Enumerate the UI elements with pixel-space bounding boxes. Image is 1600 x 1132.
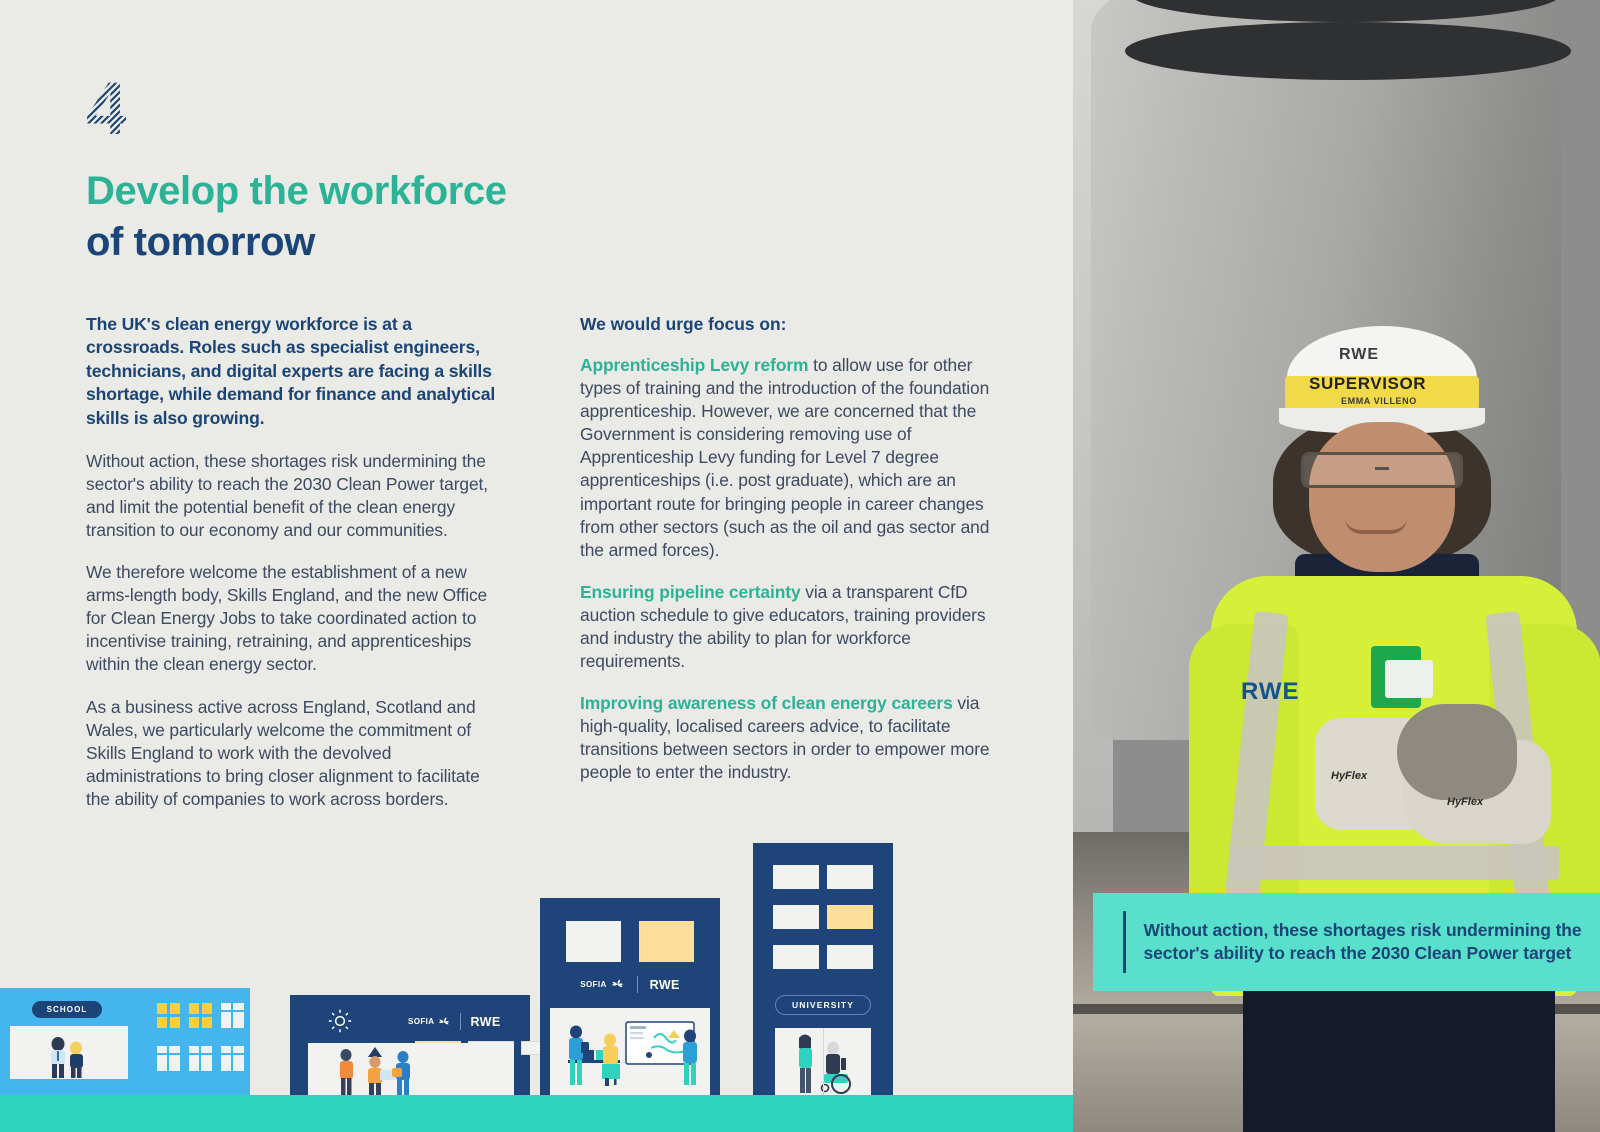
office-interior [550, 1008, 710, 1095]
worker-face [1309, 422, 1455, 572]
school-window [157, 1046, 180, 1071]
pull-quote-callout [1093, 893, 1600, 991]
focus-point-2-body: via a transparent CfD auction schedule to give educators, training providers and industry the ability to plan for workforce requirements. [580, 581, 986, 671]
section-number: 4 [86, 67, 127, 150]
callout-text: Without action, these shortages risk undermining the sector's ability to reach the 2030 Clean Power target [1143, 919, 1582, 963]
school-window-row-upper [157, 1003, 244, 1028]
hard-hat-name-text: EMMA VILLENO [1341, 396, 1417, 406]
school-window [189, 1046, 212, 1071]
lede-paragraph: The UK's clean energy workforce is at a crossroads. Roles such as specialist engineers, technicians, and digital experts are facing a skills shortage, while demand for finance and analytical skills is also growing. [86, 314, 496, 428]
sofia-logo [408, 1015, 451, 1029]
university-window [827, 945, 873, 969]
school-window [157, 1003, 180, 1028]
illustration-building-training-centre [290, 995, 530, 1095]
skyline-illustration [0, 832, 1073, 1132]
illustration-building-university [753, 843, 893, 1095]
focus-point-2-lead-in: Ensuring pipeline certainty [580, 581, 801, 602]
logo-divider [460, 1013, 461, 1030]
feature-photograph [1073, 0, 1600, 1132]
focus-point-3 [580, 692, 998, 784]
sofia-wordmark: SOFIA [580, 980, 607, 989]
illustration-ground-strip [0, 1095, 1073, 1132]
school-window [221, 1046, 244, 1071]
sofia-wordmark: SOFIA [408, 1017, 435, 1026]
hard-hat-role-text: SUPERVISOR [1309, 374, 1427, 393]
worker-trousers [1243, 974, 1555, 1132]
school-pupils-figures [10, 1026, 128, 1079]
rwe-wordmark: RWE [649, 977, 680, 992]
body-paragraph-1: Without action, these shortages risk undermining the sector's ability to reach the 2030 Clean Power target, and limit the potential benefit of the clean energy transition to our economy and our communities. [86, 450, 488, 541]
logo-divider [637, 976, 638, 993]
glove-brand-right: HyFlex [1447, 796, 1484, 808]
turbine-pinwheel-icon [610, 977, 625, 992]
hard-hat-brand-text: RWE [1339, 346, 1380, 363]
university-window [773, 865, 819, 889]
callout-accent-rule [1123, 911, 1126, 973]
glove-brand-left: HyFlex [1331, 770, 1368, 782]
jacket-brand-text: RWE [1241, 678, 1300, 705]
university-students-figures [775, 1028, 871, 1095]
office-workers-figures [550, 1008, 710, 1095]
tower-band [1131, 0, 1561, 22]
focus-point-1 [580, 354, 998, 562]
urge-focus-intro: We would urge focus on: [580, 314, 787, 334]
school-sign: SCHOOL [32, 1001, 102, 1018]
office-window-lit [639, 921, 694, 962]
page-title [86, 166, 646, 268]
university-window [827, 865, 873, 889]
office-logos [561, 976, 699, 993]
school-window [189, 1003, 212, 1028]
focus-point-3-lead-in: Improving awareness of clean energy careers [580, 692, 953, 713]
reflective-stripe-waist [1229, 846, 1559, 880]
training-centre-entrance [308, 1043, 514, 1095]
gear-icon [326, 1007, 354, 1035]
page-title-line-1: Develop the workforce [86, 169, 507, 213]
school-entrance [10, 1026, 128, 1079]
focus-point-1-lead-in: Apprenticeship Levy reform [580, 355, 809, 376]
text-column-right [580, 313, 998, 784]
trainees-figures [308, 1043, 514, 1095]
university-window [773, 905, 819, 929]
university-window-lit [827, 905, 873, 929]
office-window [566, 921, 621, 962]
illustration-building-office [540, 898, 720, 1095]
university-window [773, 945, 819, 969]
id-badge-card [1385, 660, 1433, 698]
rwe-wordmark: RWE [470, 1014, 501, 1029]
safety-glasses [1301, 452, 1463, 488]
body-paragraph-3: As a business active across England, Scotland and Wales, we particularly welcome the commitment of Skills England to work with the devolved administrations to bring closer alignment to facilitate the ability of companies to work across borders. [86, 696, 480, 809]
body-paragraph-2: We therefore welcome the establishment of a new arms-length body, Skills England, and the new Office for Clean Energy Jobs to take coordinated action to incentivise training, retraining, and apprenticeships within the clean energy sector. [86, 562, 488, 675]
focus-point-3-body: via high-quality, localised careers advice, to facilitate transitions between sectors in order to empower more people to enter the industry. [580, 692, 990, 783]
university-sign: UNIVERSITY [775, 995, 871, 1015]
text-column-left [86, 313, 504, 811]
worker-portrait [1189, 326, 1600, 1132]
training-centre-logos [408, 1013, 501, 1030]
university-entrance [775, 1028, 871, 1095]
glove-fingers [1397, 704, 1517, 800]
school-window-row-lower [157, 1046, 244, 1071]
tower-band [1125, 22, 1571, 80]
focus-point-1-body: to allow use for other types of training and the introduction of the foundation apprenticeship. However, we are concerned that the Government is considering removing use of Apprenticeship Levy funding for Level 7 degree apprenticeships (i.e. post graduate), which are an important route for bringing people in career changes from other sectors (such as the oil and gas sector and the armed forces). [580, 355, 990, 560]
page-title-line-2: of tomorrow [86, 219, 315, 264]
focus-point-2 [580, 581, 998, 673]
turbine-pinwheel-icon [437, 1015, 451, 1029]
sofia-logo [580, 977, 624, 992]
worker-smile [1345, 518, 1407, 534]
school-window [221, 1003, 244, 1028]
illustration-building-school [0, 988, 250, 1095]
